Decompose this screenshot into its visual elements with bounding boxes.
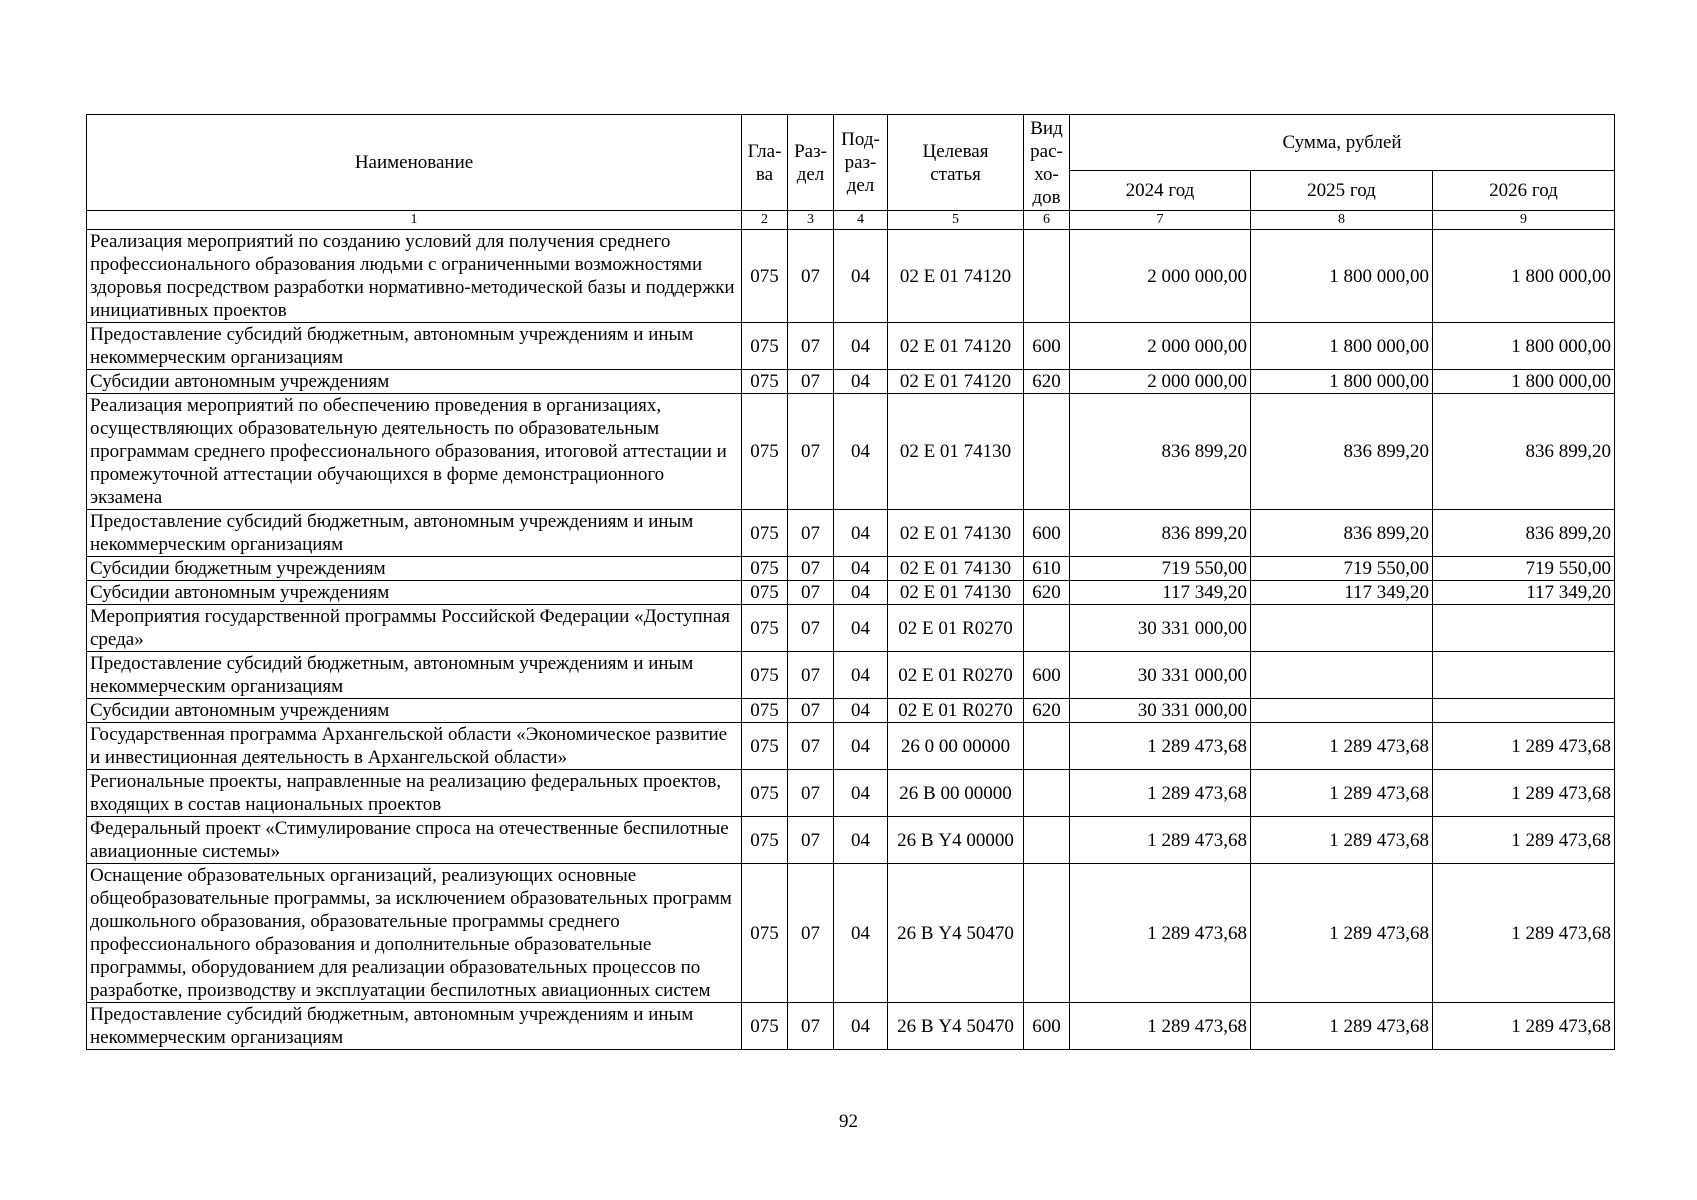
- row-razdel: 07: [788, 605, 834, 652]
- row-glava: 075: [742, 557, 788, 581]
- row-razdel: 07: [788, 323, 834, 370]
- row-amount-2025: 1 289 473,68: [1251, 723, 1433, 770]
- row-amount-2024: 30 331 000,00: [1070, 652, 1251, 699]
- row-name: Субсидии автономным учреждениям: [87, 699, 742, 723]
- row-razdel: 07: [788, 510, 834, 557]
- row-amount-2024: 1 289 473,68: [1070, 864, 1251, 1003]
- row-amount-2024: 2 000 000,00: [1070, 370, 1251, 394]
- header-year-2024: 2024 год: [1070, 171, 1251, 211]
- row-name: Предоставление субсидий бюджетным, автономным учреждениям и иным некоммерческим организациям: [87, 652, 742, 699]
- table-row: [87, 394, 1615, 510]
- row-tselevaya-statya: 02 Е 01 R0270: [888, 605, 1024, 652]
- row-name: Реализация мероприятий по созданию условий для получения среднего профессионального образования людьми с ограниченными возможностями здоровья посредством разработки нормативно-методической базы и поддержки инициативных проектов: [87, 230, 742, 323]
- header-name: Наименование: [87, 115, 742, 211]
- row-glava: 075: [742, 864, 788, 1003]
- row-name: Субсидии автономным учреждениям: [87, 581, 742, 605]
- row-tselevaya-statya: 26 0 00 00000: [888, 723, 1024, 770]
- column-index: 3: [788, 211, 834, 230]
- row-podrazdel: 04: [834, 510, 888, 557]
- row-glava: 075: [742, 605, 788, 652]
- header-podrazdel: Под- раз- дел: [834, 115, 888, 211]
- page-number: 92: [839, 1111, 858, 1132]
- table-row: [87, 370, 1615, 394]
- row-amount-2025: 1 289 473,68: [1251, 1003, 1433, 1050]
- row-name: Субсидии бюджетным учреждениям: [87, 557, 742, 581]
- row-glava: 075: [742, 581, 788, 605]
- row-amount-2025: 1 289 473,68: [1251, 770, 1433, 817]
- row-amount-2026: 1 289 473,68: [1433, 1003, 1615, 1050]
- row-tselevaya-statya: 02 Е 01 74130: [888, 394, 1024, 510]
- column-index: 7: [1070, 211, 1251, 230]
- column-index: 2: [742, 211, 788, 230]
- row-podrazdel: 04: [834, 230, 888, 323]
- row-tselevaya-statya: 02 Е 01 74120: [888, 230, 1024, 323]
- row-name: Оснащение образовательных организаций, реализующих основные общеобразовательные программы, за исключением образовательных программ дошкольного образования, образовательные программы среднего профессионального образования и дополнительные образовательные программы, оборудованием для реализации образовательных процессов по разработке, производству и эксплуатации беспилотных авиационных систем: [87, 864, 742, 1003]
- row-razdel: 07: [788, 723, 834, 770]
- column-index: 1: [87, 211, 742, 230]
- table-row: [87, 510, 1615, 557]
- column-index: 4: [834, 211, 888, 230]
- row-amount-2025: 1 289 473,68: [1251, 817, 1433, 864]
- row-vid-rashodov: 600: [1024, 510, 1070, 557]
- row-amount-2026: 1 289 473,68: [1433, 770, 1615, 817]
- table-row: [87, 581, 1615, 605]
- row-glava: 075: [742, 817, 788, 864]
- row-amount-2024: 1 289 473,68: [1070, 817, 1251, 864]
- row-tselevaya-statya: 02 Е 01 R0270: [888, 652, 1024, 699]
- row-name: Федеральный проект «Стимулирование спроса на отечественные беспилотные авиационные системы»: [87, 817, 742, 864]
- table-row: [87, 652, 1615, 699]
- header-vid-rashodov: Вид рас- хо- дов: [1024, 115, 1070, 211]
- row-podrazdel: 04: [834, 723, 888, 770]
- header-glava: Гла- ва: [742, 115, 788, 211]
- row-razdel: 07: [788, 557, 834, 581]
- row-razdel: 07: [788, 817, 834, 864]
- row-glava: 075: [742, 370, 788, 394]
- row-vid-rashodov: 600: [1024, 1003, 1070, 1050]
- row-podrazdel: 04: [834, 557, 888, 581]
- row-vid-rashodov: [1024, 394, 1070, 510]
- table-row: [87, 1003, 1615, 1050]
- row-razdel: 07: [788, 699, 834, 723]
- row-amount-2024: 2 000 000,00: [1070, 230, 1251, 323]
- column-index-row: [87, 211, 1615, 230]
- row-tselevaya-statya: 26 В Y4 50470: [888, 864, 1024, 1003]
- row-amount-2025: 1 289 473,68: [1251, 864, 1433, 1003]
- row-amount-2025: [1251, 605, 1433, 652]
- row-podrazdel: 04: [834, 770, 888, 817]
- row-amount-2026: [1433, 652, 1615, 699]
- row-name: Предоставление субсидий бюджетным, автономным учреждениям и иным некоммерческим организациям: [87, 510, 742, 557]
- row-podrazdel: 04: [834, 1003, 888, 1050]
- row-name: Субсидии автономным учреждениям: [87, 370, 742, 394]
- row-amount-2026: 836 899,20: [1433, 394, 1615, 510]
- row-amount-2024: 1 289 473,68: [1070, 723, 1251, 770]
- row-amount-2025: 1 800 000,00: [1251, 370, 1433, 394]
- row-glava: 075: [742, 230, 788, 323]
- row-tselevaya-statya: 26 В Y4 50470: [888, 1003, 1024, 1050]
- row-vid-rashodov: 620: [1024, 699, 1070, 723]
- row-razdel: 07: [788, 770, 834, 817]
- row-vid-rashodov: [1024, 723, 1070, 770]
- row-glava: 075: [742, 652, 788, 699]
- row-tselevaya-statya: 02 Е 01 74120: [888, 370, 1024, 394]
- row-name: Реализация мероприятий по обеспечению проведения в организациях, осуществляющих образовательную деятельность по образовательным программам среднего профессионального образования, итоговой аттестации и промежуточной аттестации обучающихся в форме демонстрационного экзамена: [87, 394, 742, 510]
- row-tselevaya-statya: 02 Е 01 74130: [888, 557, 1024, 581]
- row-vid-rashodov: 620: [1024, 370, 1070, 394]
- row-amount-2024: 836 899,20: [1070, 510, 1251, 557]
- row-amount-2025: 836 899,20: [1251, 394, 1433, 510]
- row-amount-2026: 1 289 473,68: [1433, 864, 1615, 1003]
- row-razdel: 07: [788, 581, 834, 605]
- row-amount-2026: [1433, 699, 1615, 723]
- row-amount-2026: 836 899,20: [1433, 510, 1615, 557]
- row-vid-rashodov: 600: [1024, 323, 1070, 370]
- table-row: [87, 230, 1615, 323]
- row-amount-2025: 117 349,20: [1251, 581, 1433, 605]
- row-tselevaya-statya: 26 В 00 00000: [888, 770, 1024, 817]
- row-amount-2025: [1251, 652, 1433, 699]
- table-row: [87, 770, 1615, 817]
- row-amount-2026: 117 349,20: [1433, 581, 1615, 605]
- row-amount-2026: 1 800 000,00: [1433, 230, 1615, 323]
- row-vid-rashodov: [1024, 864, 1070, 1003]
- table-row: [87, 864, 1615, 1003]
- column-index: 9: [1433, 211, 1615, 230]
- row-tselevaya-statya: 26 В Y4 00000: [888, 817, 1024, 864]
- row-podrazdel: 04: [834, 699, 888, 723]
- row-vid-rashodov: [1024, 230, 1070, 323]
- row-vid-rashodov: 600: [1024, 652, 1070, 699]
- row-glava: 075: [742, 770, 788, 817]
- row-podrazdel: 04: [834, 652, 888, 699]
- row-razdel: 07: [788, 230, 834, 323]
- row-glava: 075: [742, 699, 788, 723]
- row-glava: 075: [742, 723, 788, 770]
- row-podrazdel: 04: [834, 817, 888, 864]
- row-razdel: 07: [788, 1003, 834, 1050]
- table-row: [87, 557, 1615, 581]
- row-amount-2024: 1 289 473,68: [1070, 1003, 1251, 1050]
- row-vid-rashodov: [1024, 605, 1070, 652]
- table-body: [87, 230, 1615, 1050]
- row-vid-rashodov: 610: [1024, 557, 1070, 581]
- row-amount-2026: 1 800 000,00: [1433, 370, 1615, 394]
- row-amount-2026: 719 550,00: [1433, 557, 1615, 581]
- row-amount-2026: 1 289 473,68: [1433, 723, 1615, 770]
- row-amount-2024: 836 899,20: [1070, 394, 1251, 510]
- table-row: [87, 323, 1615, 370]
- table-row: [87, 699, 1615, 723]
- row-podrazdel: 04: [834, 323, 888, 370]
- column-index: 5: [888, 211, 1024, 230]
- row-podrazdel: 04: [834, 864, 888, 1003]
- row-glava: 075: [742, 1003, 788, 1050]
- row-amount-2024: 719 550,00: [1070, 557, 1251, 581]
- row-amount-2024: 30 331 000,00: [1070, 699, 1251, 723]
- row-podrazdel: 04: [834, 581, 888, 605]
- table-row: [87, 605, 1615, 652]
- row-vid-rashodov: [1024, 770, 1070, 817]
- row-amount-2025: [1251, 699, 1433, 723]
- row-amount-2025: 836 899,20: [1251, 510, 1433, 557]
- row-name: Предоставление субсидий бюджетным, автономным учреждениям и иным некоммерческим организациям: [87, 1003, 742, 1050]
- row-podrazdel: 04: [834, 394, 888, 510]
- row-tselevaya-statya: 02 Е 01 R0270: [888, 699, 1024, 723]
- row-tselevaya-statya: 02 Е 01 74130: [888, 581, 1024, 605]
- row-vid-rashodov: [1024, 817, 1070, 864]
- row-amount-2026: 1 289 473,68: [1433, 817, 1615, 864]
- header-summa: Сумма, рублей: [1070, 115, 1615, 171]
- row-tselevaya-statya: 02 Е 01 74130: [888, 510, 1024, 557]
- row-name: Мероприятия государственной программы Российской Федерации «Доступная среда»: [87, 605, 742, 652]
- row-amount-2026: [1433, 605, 1615, 652]
- row-razdel: 07: [788, 370, 834, 394]
- row-amount-2025: 1 800 000,00: [1251, 323, 1433, 370]
- row-amount-2024: 1 289 473,68: [1070, 770, 1251, 817]
- header-razdel: Раз- дел: [788, 115, 834, 211]
- header-year-2026: 2026 год: [1433, 171, 1615, 211]
- row-tselevaya-statya: 02 Е 01 74120: [888, 323, 1024, 370]
- row-name: Государственная программа Архангельской области «Экономическое развитие и инвестиционная деятельность в Архангельской области»: [87, 723, 742, 770]
- row-amount-2024: 30 331 000,00: [1070, 605, 1251, 652]
- row-razdel: 07: [788, 652, 834, 699]
- row-glava: 075: [742, 510, 788, 557]
- column-index: 8: [1251, 211, 1433, 230]
- row-vid-rashodov: 620: [1024, 581, 1070, 605]
- table-row: [87, 723, 1615, 770]
- row-razdel: 07: [788, 394, 834, 510]
- row-glava: 075: [742, 394, 788, 510]
- row-name: Региональные проекты, направленные на реализацию федеральных проектов, входящих в состав национальных проектов: [87, 770, 742, 817]
- row-razdel: 07: [788, 864, 834, 1003]
- header-year-2025: 2025 год: [1251, 171, 1433, 211]
- row-amount-2024: 2 000 000,00: [1070, 323, 1251, 370]
- row-amount-2025: 719 550,00: [1251, 557, 1433, 581]
- row-glava: 075: [742, 323, 788, 370]
- row-amount-2025: 1 800 000,00: [1251, 230, 1433, 323]
- row-amount-2024: 117 349,20: [1070, 581, 1251, 605]
- row-podrazdel: 04: [834, 370, 888, 394]
- header-tselevaya-statya: Целевая статья: [888, 115, 1024, 211]
- row-name: Предоставление субсидий бюджетным, автономным учреждениям и иным некоммерческим организациям: [87, 323, 742, 370]
- row-podrazdel: 04: [834, 605, 888, 652]
- row-amount-2026: 1 800 000,00: [1433, 323, 1615, 370]
- budget-table: [86, 114, 1615, 1050]
- column-index: 6: [1024, 211, 1070, 230]
- table-row: [87, 817, 1615, 864]
